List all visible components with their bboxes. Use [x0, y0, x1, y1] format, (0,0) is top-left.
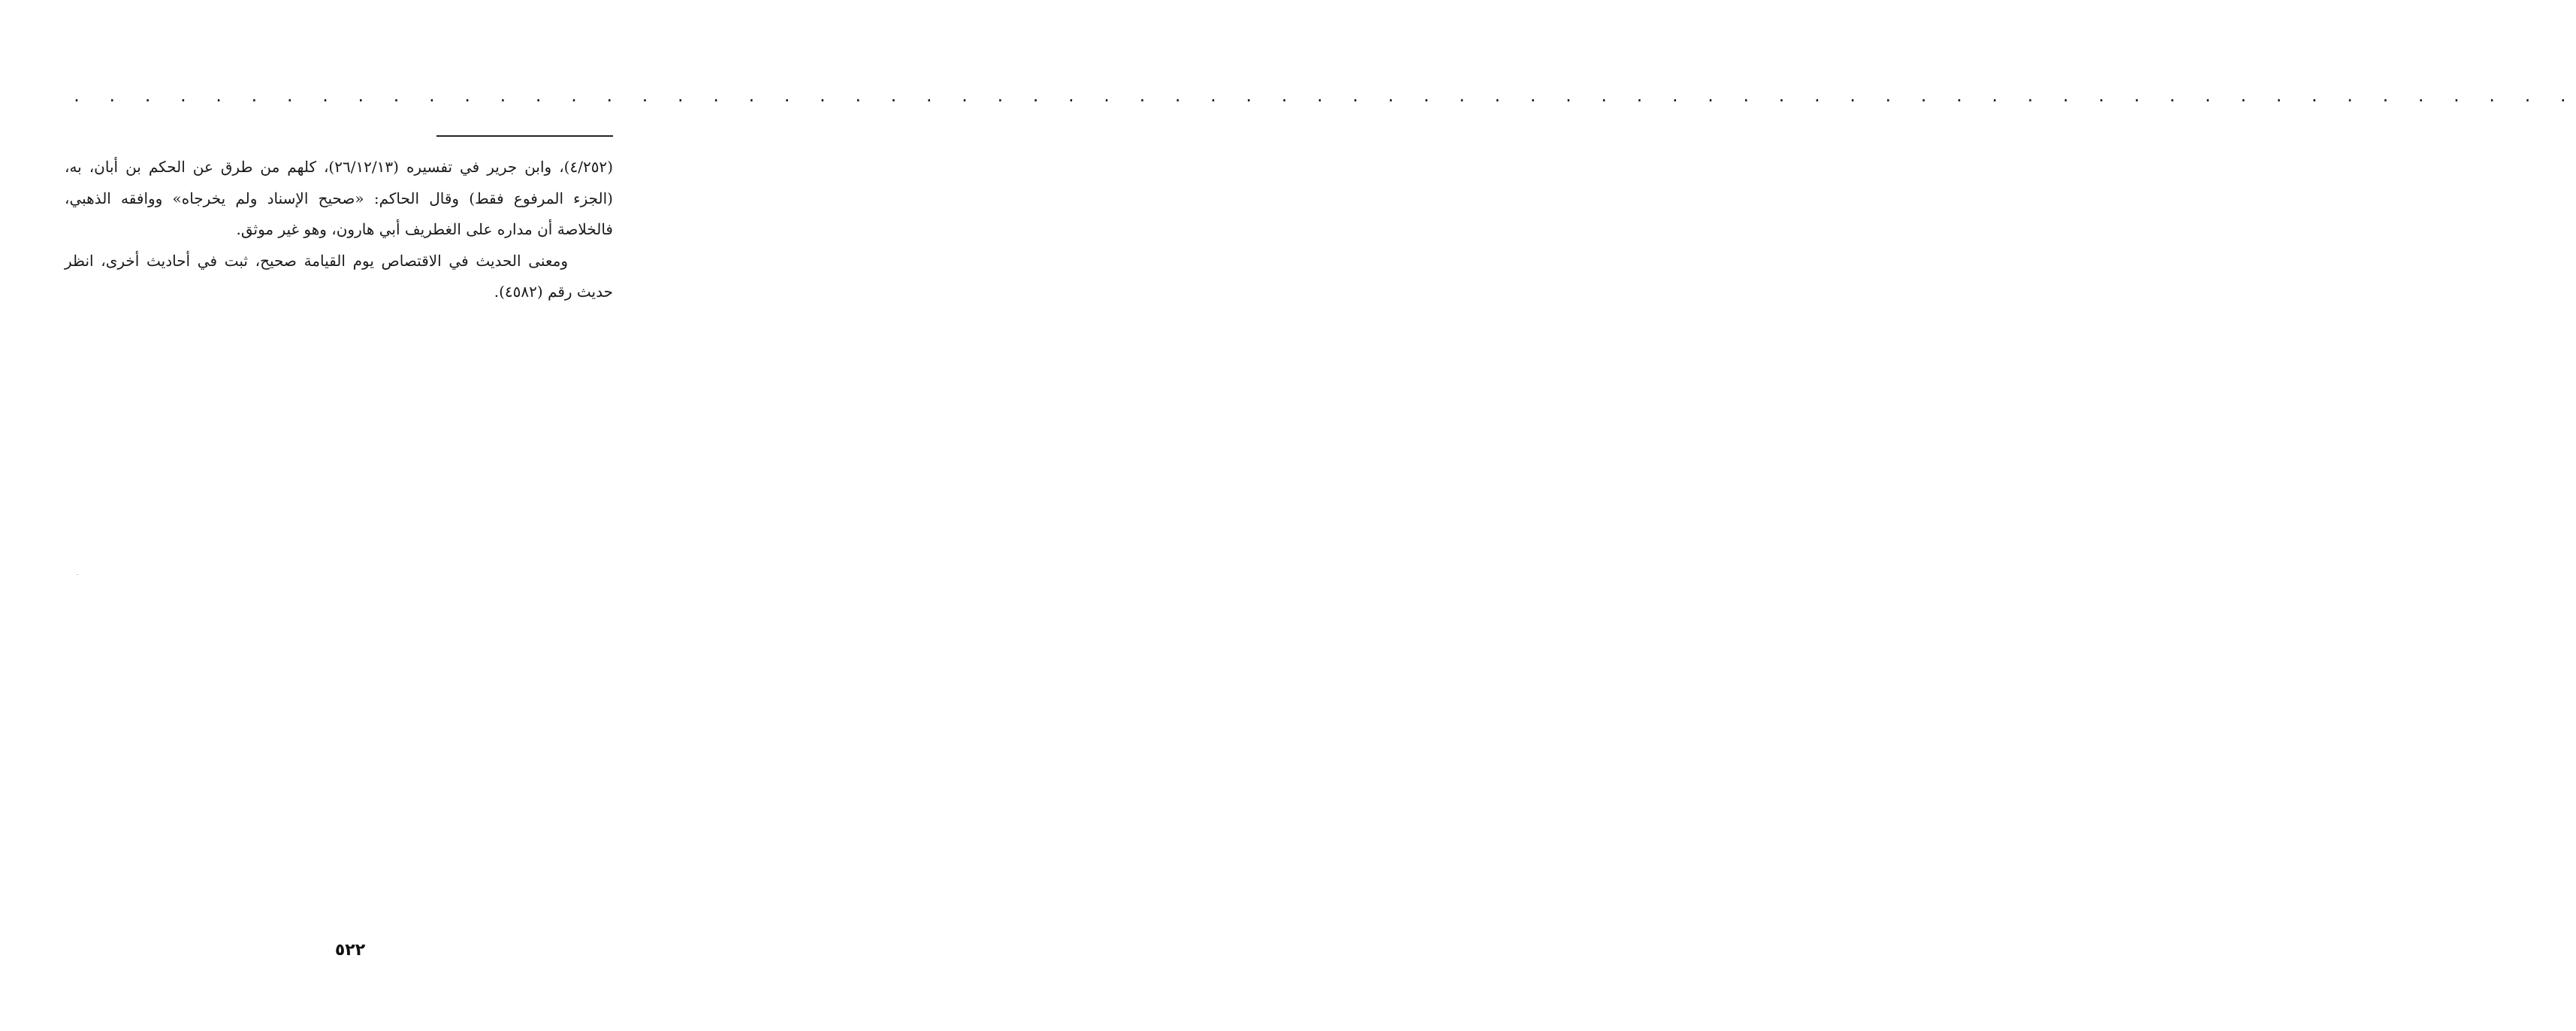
footnote-rule — [436, 135, 613, 137]
page-number: ٥٢٢ — [334, 941, 366, 960]
scan-speck — [77, 574, 78, 575]
separator-dots: . . . . . . . . . . . . . . . . . . . . . . . . . . . . . . . . . . . . . . . . . . . . . . . . . . . . . . . . . . . . . . . . . . . . . . . — [72, 87, 2576, 105]
footnote-paragraph: ومعنى الحديث في الاقتصاص يوم القيامة صحيح، ثبت في أحاديث أخرى، انظر حديث رقم (٤٥٨٢). — [65, 251, 613, 301]
footnote-block — [65, 152, 613, 308]
footnote-paragraph: (٤/٢٥٢)، وابن جرير في تفسيره (٢٦/١٢/١٣)، كلهم من طرق عن الحكم بن أبان، به، (الجزء المرفوع فقط) وقال الحاكم: «صحيح الإسناد ولم يخرجاه» ووافقه الذهبي، فالخلاصة أن مداره على الغطريف أبي هارون، وهو غير موثق. — [65, 158, 613, 238]
